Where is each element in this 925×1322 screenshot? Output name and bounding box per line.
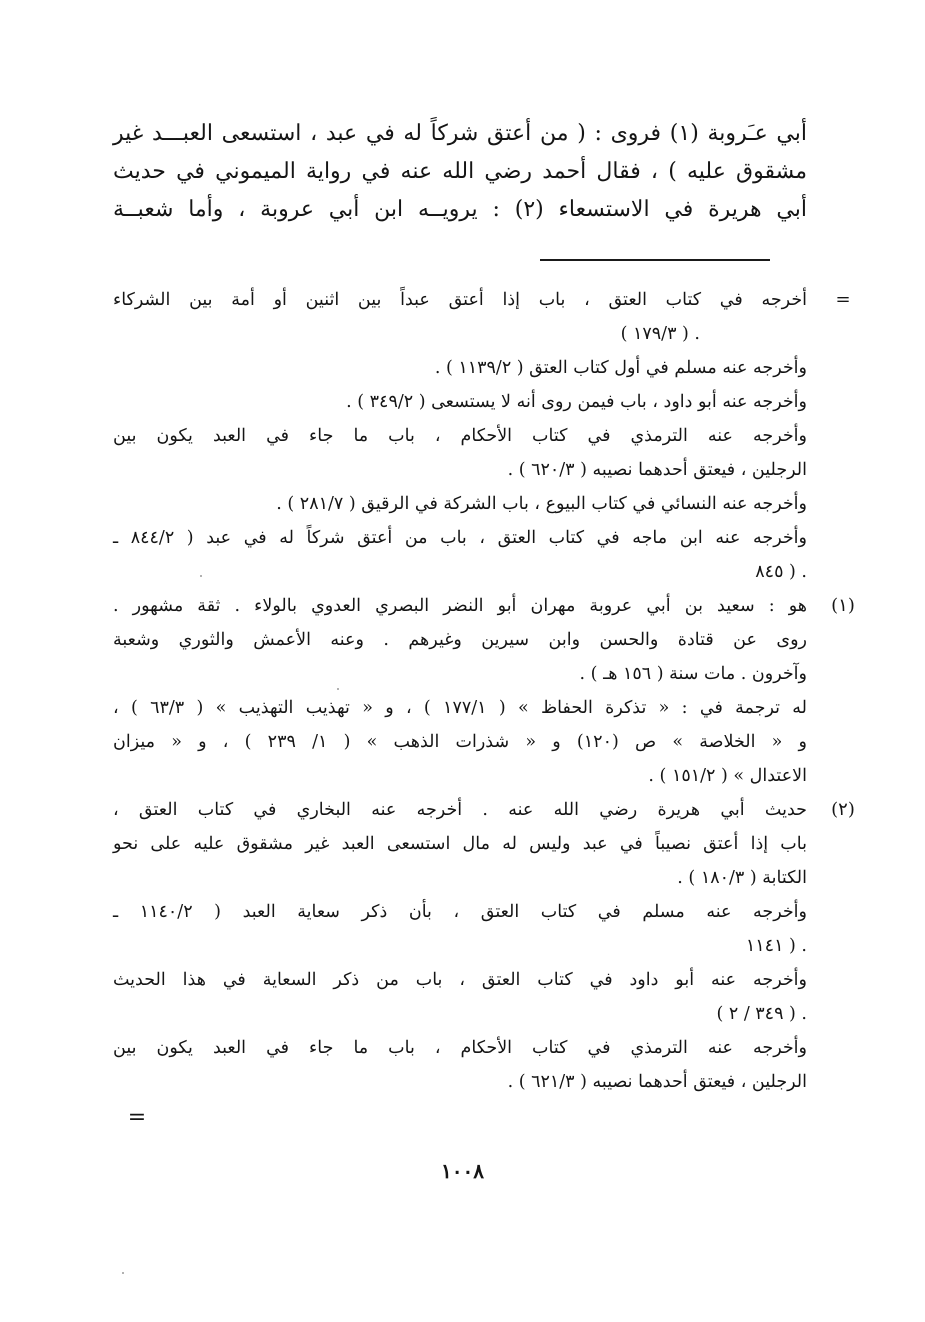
footnote-line: . ( ١٧٩/٣ ) [620,324,700,344]
footnote-line: وأخرجه عنه الترمذي في كتاب الأحكام ، باب ما جاء في العبد يكون بين [113,1038,807,1058]
footnote-line: وأخرجه عنه مسلم في كتاب العتق ، بأن ذكر سعاية العبد ( ١١٤٠/٢ ـ [113,902,807,922]
scan-speck [122,1272,124,1274]
footnote-marker: = [835,289,851,310]
footnote-line: روى عن قتادة والحسن وابن سيرين وغيرهم . وعنه الأعمش والثوري وشعبة [113,630,807,650]
footnote-line: وأخرجه عنه النسائي في كتاب البيوع ، باب الشركة في الرقيق ( ٢٨١/٧ ) . [276,494,807,514]
footnote-line: الكتابة ( ١٨٠/٣ ) . [677,868,807,888]
scan-speck [337,688,339,690]
footnote-line: وآخرون . مات سنة ( ١٥٦ هـ ) . [579,664,807,684]
footnote-line: . ( ١١٤١ [745,936,807,956]
footnote-line: . ( ٣٤٩ / ٢ ) [716,1004,807,1024]
footnote-line: وأخرجه عنه ابن ماجه في كتاب العتق ، باب من أعتق شركاً له في عبد ( ٨٤٤/٢ ـ [113,528,807,548]
page-number: ١٠٠٨ [441,1159,484,1183]
footnote-continued [113,283,851,589]
footnote-2 [113,793,855,1099]
main-text-line: أبي هريرة في الاستسعاء (٢) : يرويــه ابن أبي عروبة ، وأما شعبــة [113,197,807,222]
footnotes [113,283,855,1099]
scan-speck [200,575,202,577]
continuation-mark: = [127,1105,147,1130]
footnote-line: وأخرجه عنه الترمذي في كتاب الأحكام ، باب ما جاء في العبد يكون بين [113,426,807,446]
footnote-line: الاعتدال » ( ١٥١/٢ ) . [648,766,807,786]
main-text-line: مشقوق عليه ) ، فقال أحمد رضي الله عنه في رواية الميموني في حديث [113,159,807,184]
main-text [113,115,807,229]
footnote-line: باب إذا أعتق نصيباً في عبد وليس له مال استسعى العبد غير مشقوق عليه على نحو [113,834,807,854]
footnote-line: الرجلين ، فيعتق أحدهما نصيبه ( ٦٢٠/٣ ) . [507,460,807,480]
footnote-line: الرجلين ، فيعتق أحدهما نصيبه ( ٦٢١/٣ ) . [507,1072,807,1092]
footnote-line: أخرجه في كتاب العتق ، باب إذا أعتق عبداً بين اثنين أو أمة بين الشركاء [113,290,807,310]
footnote-line: حديث أبي هريرة رضي الله عنه . أخرجه عنه البخاري في كتاب العتق ، [113,800,807,820]
footnote-line: وأخرجه عنه مسلم في أول كتاب العتق ( ١١٣٩/٢ ) . [434,358,807,378]
footnote-marker: (١) [831,595,855,616]
footnote-line: وأخرجه عنه أبو داود في كتاب العتق ، باب من ذكر السعاية في هذا الحديث [113,970,807,990]
main-text-line: أبي عـَروبة (١) فروى : ( من أعتق شركاً له في عبد ، استسعى العبـــد غير [113,121,807,146]
footnote-separator [540,259,770,261]
footnote-line: هو : سعيد بن أبي عروبة مهران أبو النضر البصري العدوي بالولاء . ثقة مشهور . [113,596,807,616]
footnote-line: . ( ٨٤٥ [755,562,807,582]
footnote-marker: (٢) [831,799,855,820]
footnote-line: و « الخلاصة » ص (١٢٠) و « شذرات الذهب » ( ١/ ٢٣٩ ) ، و « ميزان [113,732,808,752]
footnote-1 [113,589,855,793]
footnote-line: له ترجمة في : « تذكرة الحفاظ » ( ١٧٧/١ ) ، و « تهذيب التهذيب » ( ٦٣/٣ ) ، [113,698,807,718]
footnote-line: وأخرجه عنه أبو داود ، باب فيمن روى أنه لا يستسعى ( ٣٤٩/٢ ) . [346,392,807,412]
